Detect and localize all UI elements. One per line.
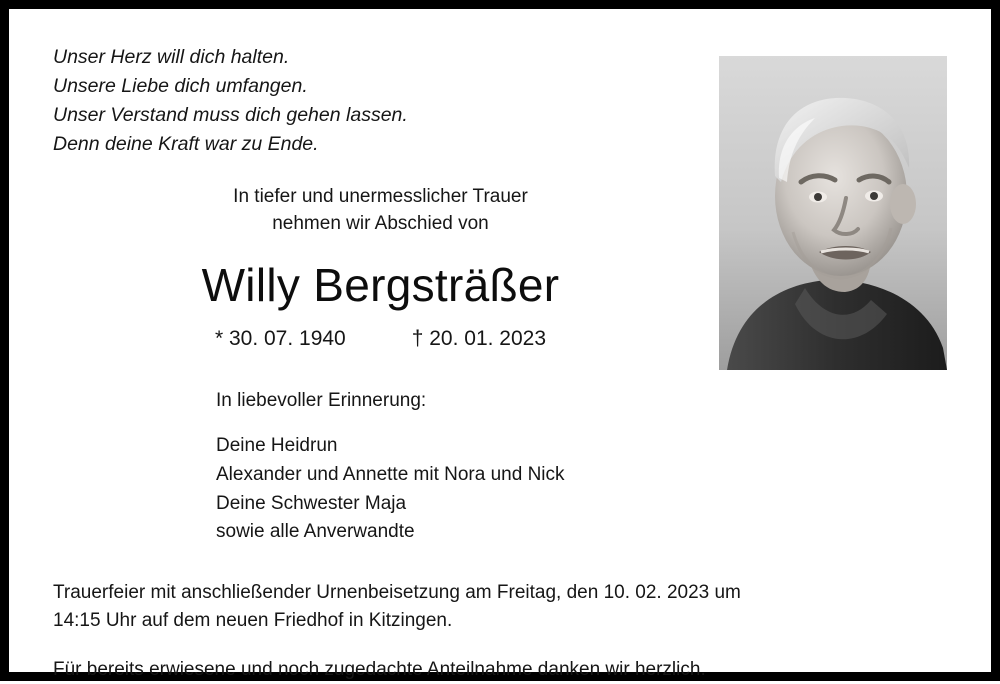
deceased-name: Willy Bergsträßer (201, 259, 560, 312)
life-dates (53, 327, 708, 351)
verse-line-3: Unser Verstand muss dich gehen lassen. (53, 103, 408, 126)
family-heading: In liebevoller Erinnerung: (216, 389, 427, 411)
mourning-line-2: nehmen wir Abschied von (272, 213, 489, 235)
family-list (216, 387, 947, 547)
memorial-verse (53, 43, 613, 158)
ceremony-line-2: 14:15 Uhr auf dem neuen Friedhof in Kitzingen. (53, 609, 453, 631)
portrait-photo (719, 56, 947, 370)
verse-line-1: Unser Herz will dich halten. (53, 46, 290, 68)
ceremony-line-1: Trauerfeier mit anschließender Urnenbeisetzung am Freitag, den 10. 02. 2023 um (53, 582, 741, 604)
mourning-text (53, 184, 708, 238)
portrait-illustration (719, 56, 947, 370)
mourning-line-1: In tiefer und unermesslicher Trauer (233, 186, 528, 208)
family-member: Deine Heidrun (216, 434, 338, 456)
family-member: Deine Schwester Maja (216, 492, 407, 514)
birth-date: * 30. 07. 1940 (214, 326, 346, 350)
thanks-text: Für bereits erwiesene und noch zugedachte Anteilnahme danken wir herzlich. (53, 659, 706, 681)
family-member: sowie alle Anverwandte (216, 521, 415, 543)
verse-line-4: Denn deine Kraft war zu Ende. (53, 132, 319, 155)
ceremony-details (53, 579, 947, 684)
family-member: Alexander und Annette mit Nora und Nick (216, 463, 565, 485)
death-date: † 20. 01. 2023 (411, 326, 547, 350)
obituary-content (9, 9, 991, 681)
announcement-block (53, 184, 708, 351)
verse-line-2: Unsere Liebe dich umfangen. (53, 74, 308, 97)
ceremony-paragraph (53, 579, 947, 634)
